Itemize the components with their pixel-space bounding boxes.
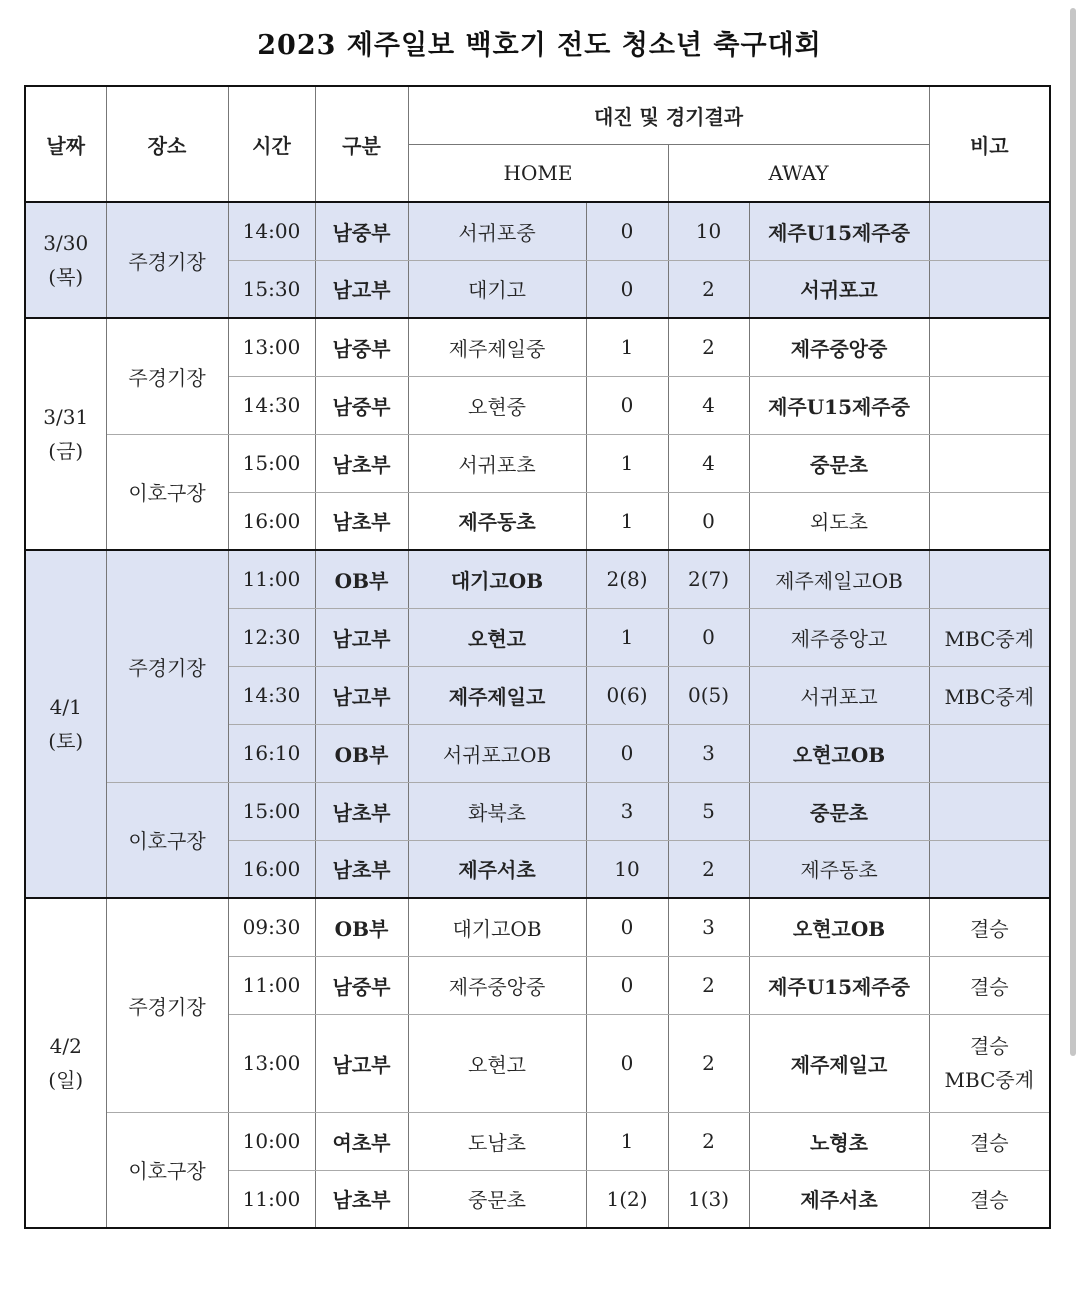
venue-cell: 주경기장 bbox=[106, 202, 228, 318]
division-cell: 남고부 bbox=[315, 1014, 408, 1112]
division-cell: 남고부 bbox=[315, 608, 408, 666]
date-cell bbox=[25, 318, 106, 550]
home-team-cell: 제주중앙중 bbox=[408, 956, 586, 1014]
note-cell: 결승 bbox=[929, 1170, 1050, 1228]
away-score-cell: 2 bbox=[668, 840, 749, 898]
venue-cell: 이호구장 bbox=[106, 782, 228, 898]
away-score-cell: 3 bbox=[668, 724, 749, 782]
note-cell bbox=[929, 202, 1050, 260]
note-cell: MBC중계 bbox=[929, 608, 1050, 666]
away-score-cell: 2(7) bbox=[668, 550, 749, 608]
away-team-cell: 노형초 bbox=[749, 1112, 929, 1170]
schedule-table bbox=[24, 85, 1051, 1229]
time-cell: 11:00 bbox=[228, 550, 315, 608]
home-score-cell: 0 bbox=[586, 260, 668, 318]
home-team-cell: 도남초 bbox=[408, 1112, 586, 1170]
home-score-cell: 3 bbox=[586, 782, 668, 840]
division-cell: 남초부 bbox=[315, 434, 408, 492]
note-cell bbox=[929, 376, 1050, 434]
away-score-cell: 0 bbox=[668, 608, 749, 666]
away-team-cell: 외도초 bbox=[749, 492, 929, 550]
table-row bbox=[25, 898, 1050, 956]
home-score-cell: 0(6) bbox=[586, 666, 668, 724]
division-cell: 여초부 bbox=[315, 1112, 408, 1170]
time-cell: 14:30 bbox=[228, 666, 315, 724]
date-cell bbox=[25, 202, 106, 318]
home-score-cell: 2(8) bbox=[586, 550, 668, 608]
schedule-body bbox=[25, 202, 1050, 1228]
away-score-cell: 2 bbox=[668, 1014, 749, 1112]
time-cell: 15:00 bbox=[228, 434, 315, 492]
division-cell: 남초부 bbox=[315, 1170, 408, 1228]
note-cell bbox=[929, 260, 1050, 318]
date-label: 4/1 bbox=[49, 695, 82, 719]
division-cell: 남중부 bbox=[315, 318, 408, 376]
home-team-cell: 제주제일고 bbox=[408, 666, 586, 724]
away-team-cell: 중문초 bbox=[749, 434, 929, 492]
time-cell: 13:00 bbox=[228, 318, 315, 376]
away-score-cell: 5 bbox=[668, 782, 749, 840]
page-title: 2023 제주일보 백호기 전도 청소년 축구대회 bbox=[257, 30, 822, 61]
scrollbar[interactable] bbox=[1070, 8, 1076, 1056]
home-team-cell: 대기고OB bbox=[408, 898, 586, 956]
header-away: AWAY bbox=[668, 144, 929, 202]
division-cell: 남고부 bbox=[315, 666, 408, 724]
header-division: 구분 bbox=[315, 86, 408, 202]
home-team-cell: 중문초 bbox=[408, 1170, 586, 1228]
time-cell: 12:30 bbox=[228, 608, 315, 666]
time-cell: 14:00 bbox=[228, 202, 315, 260]
away-score-cell: 10 bbox=[668, 202, 749, 260]
home-team-cell: 오현중 bbox=[408, 376, 586, 434]
home-score-cell: 10 bbox=[586, 840, 668, 898]
away-team-cell: 오현고OB bbox=[749, 898, 929, 956]
away-score-cell: 4 bbox=[668, 434, 749, 492]
away-team-cell: 제주중앙고 bbox=[749, 608, 929, 666]
note-cell bbox=[929, 782, 1050, 840]
home-team-cell: 서귀포중 bbox=[408, 202, 586, 260]
table-row bbox=[25, 202, 1050, 260]
away-score-cell: 0(5) bbox=[668, 666, 749, 724]
note-cell: 결승 bbox=[929, 1112, 1050, 1170]
home-team-cell: 서귀포고OB bbox=[408, 724, 586, 782]
away-score-cell: 4 bbox=[668, 376, 749, 434]
home-score-cell: 1 bbox=[586, 434, 668, 492]
venue-cell: 이호구장 bbox=[106, 1112, 228, 1228]
note-cell: 결승 bbox=[929, 956, 1050, 1014]
division-cell: 남중부 bbox=[315, 376, 408, 434]
header-match: 대진 및 경기결과 bbox=[408, 86, 929, 144]
away-team-cell: 오현고OB bbox=[749, 724, 929, 782]
away-team-cell: 제주U15제주중 bbox=[749, 202, 929, 260]
home-score-cell: 0 bbox=[586, 956, 668, 1014]
home-score-cell: 0 bbox=[586, 898, 668, 956]
table-row bbox=[25, 318, 1050, 376]
note-cell: 결승 bbox=[929, 898, 1050, 956]
division-cell: OB부 bbox=[315, 724, 408, 782]
note-cell bbox=[929, 840, 1050, 898]
away-team-cell: 서귀포고 bbox=[749, 666, 929, 724]
division-cell: 남초부 bbox=[315, 492, 408, 550]
home-team-cell: 오현고 bbox=[408, 1014, 586, 1112]
home-team-cell: 대기고OB bbox=[408, 550, 586, 608]
away-score-cell: 2 bbox=[668, 956, 749, 1014]
table-row bbox=[25, 782, 1050, 840]
venue-cell: 주경기장 bbox=[106, 550, 228, 782]
division-cell: 남중부 bbox=[315, 202, 408, 260]
away-score-cell: 2 bbox=[668, 1112, 749, 1170]
home-score-cell: 1 bbox=[586, 608, 668, 666]
away-team-cell: 제주제일고OB bbox=[749, 550, 929, 608]
table-row bbox=[25, 434, 1050, 492]
away-score-cell: 2 bbox=[668, 260, 749, 318]
header-time: 시간 bbox=[228, 86, 315, 202]
division-cell: 남고부 bbox=[315, 260, 408, 318]
venue-cell: 주경기장 bbox=[106, 898, 228, 1112]
away-team-cell: 중문초 bbox=[749, 782, 929, 840]
date-cell bbox=[25, 550, 106, 898]
note-cell bbox=[929, 724, 1050, 782]
home-team-cell: 오현고 bbox=[408, 608, 586, 666]
weekday-label: (목) bbox=[48, 265, 84, 289]
table-row bbox=[25, 1112, 1050, 1170]
division-cell: OB부 bbox=[315, 550, 408, 608]
home-score-cell: 0 bbox=[586, 724, 668, 782]
away-team-cell: 서귀포고 bbox=[749, 260, 929, 318]
away-team-cell: 제주서초 bbox=[749, 1170, 929, 1228]
away-score-cell: 1(3) bbox=[668, 1170, 749, 1228]
home-score-cell: 0 bbox=[586, 1014, 668, 1112]
note-cell: MBC중계 bbox=[929, 666, 1050, 724]
note-cell bbox=[929, 492, 1050, 550]
home-team-cell: 제주동초 bbox=[408, 492, 586, 550]
away-team-cell: 제주U15제주중 bbox=[749, 376, 929, 434]
venue-cell: 이호구장 bbox=[106, 434, 228, 550]
header-home: HOME bbox=[408, 144, 668, 202]
away-team-cell: 제주제일고 bbox=[749, 1014, 929, 1112]
note-line: 결승 bbox=[969, 1034, 1009, 1058]
away-score-cell: 3 bbox=[668, 898, 749, 956]
home-score-cell: 1 bbox=[586, 1112, 668, 1170]
time-cell: 10:00 bbox=[228, 1112, 315, 1170]
date-label: 3/31 bbox=[43, 405, 89, 429]
division-cell: 남중부 bbox=[315, 956, 408, 1014]
home-score-cell: 1(2) bbox=[586, 1170, 668, 1228]
time-cell: 11:00 bbox=[228, 1170, 315, 1228]
away-team-cell: 제주동초 bbox=[749, 840, 929, 898]
weekday-label: (금) bbox=[48, 439, 84, 463]
header-note: 비고 bbox=[929, 86, 1050, 202]
note-line: MBC중계 bbox=[944, 1068, 1035, 1092]
note-cell bbox=[929, 550, 1050, 608]
time-cell: 13:00 bbox=[228, 1014, 315, 1112]
weekday-label: (일) bbox=[48, 1068, 84, 1092]
home-team-cell: 제주제일중 bbox=[408, 318, 586, 376]
home-score-cell: 0 bbox=[586, 202, 668, 260]
table-row bbox=[25, 550, 1050, 608]
home-score-cell: 0 bbox=[586, 376, 668, 434]
away-score-cell: 2 bbox=[668, 318, 749, 376]
home-team-cell: 제주서초 bbox=[408, 840, 586, 898]
away-team-cell: 제주중앙중 bbox=[749, 318, 929, 376]
header-venue: 장소 bbox=[106, 86, 228, 202]
date-label: 4/2 bbox=[49, 1034, 82, 1058]
note-cell bbox=[929, 434, 1050, 492]
time-cell: 09:30 bbox=[228, 898, 315, 956]
home-team-cell: 서귀포초 bbox=[408, 434, 586, 492]
division-cell: 남초부 bbox=[315, 782, 408, 840]
home-score-cell: 1 bbox=[586, 492, 668, 550]
time-cell: 11:00 bbox=[228, 956, 315, 1014]
away-team-cell: 제주U15제주중 bbox=[749, 956, 929, 1014]
venue-cell: 주경기장 bbox=[106, 318, 228, 434]
time-cell: 14:30 bbox=[228, 376, 315, 434]
time-cell: 15:00 bbox=[228, 782, 315, 840]
home-team-cell: 대기고 bbox=[408, 260, 586, 318]
time-cell: 16:00 bbox=[228, 492, 315, 550]
date-cell bbox=[25, 898, 106, 1228]
note-cell bbox=[929, 1014, 1050, 1112]
division-cell: OB부 bbox=[315, 898, 408, 956]
header-date: 날짜 bbox=[25, 86, 106, 202]
home-team-cell: 화북초 bbox=[408, 782, 586, 840]
time-cell: 16:00 bbox=[228, 840, 315, 898]
home-score-cell: 1 bbox=[586, 318, 668, 376]
time-cell: 16:10 bbox=[228, 724, 315, 782]
time-cell: 15:30 bbox=[228, 260, 315, 318]
division-cell: 남초부 bbox=[315, 840, 408, 898]
date-label: 3/30 bbox=[43, 231, 89, 255]
note-cell bbox=[929, 318, 1050, 376]
away-score-cell: 0 bbox=[668, 492, 749, 550]
weekday-label: (토) bbox=[48, 729, 84, 753]
